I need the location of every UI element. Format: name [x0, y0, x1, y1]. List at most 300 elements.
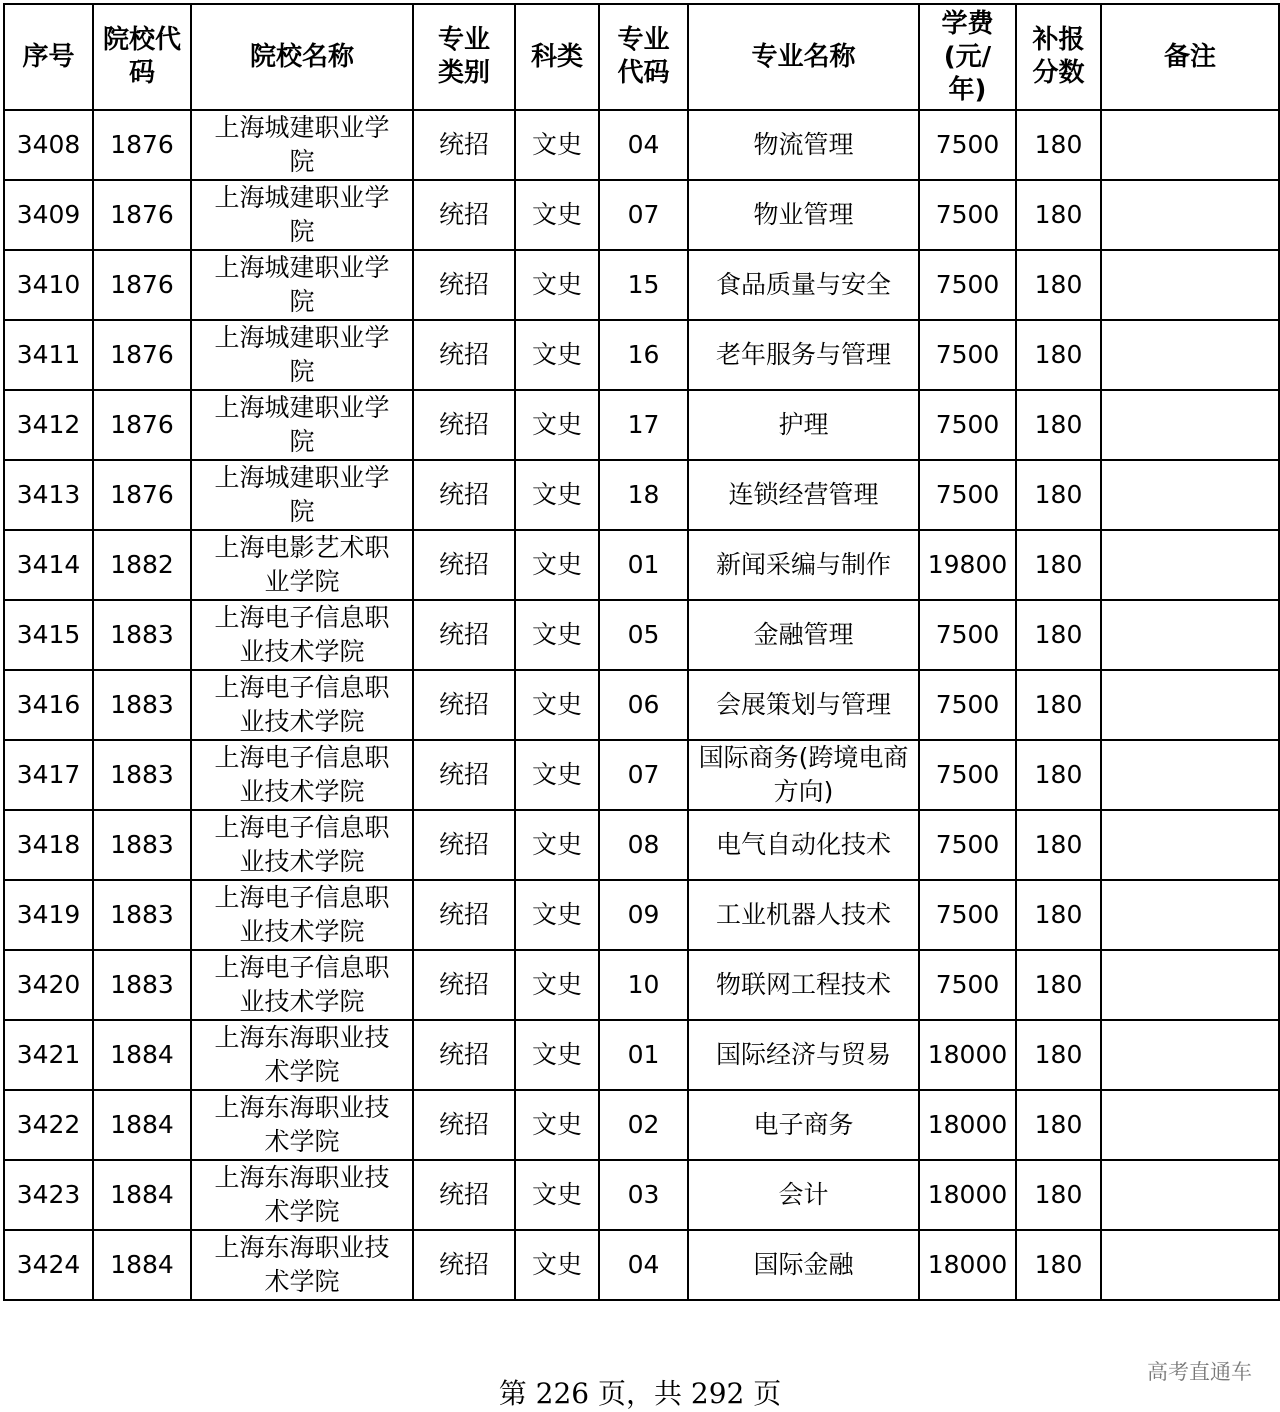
cell-note — [1101, 1230, 1279, 1300]
cell-major-type — [413, 320, 515, 390]
cell-major-type-text: 统招 — [438, 1250, 489, 1279]
cell-seq-text: 3415 — [16, 620, 81, 649]
cell-tuition-text: 7500 — [935, 620, 1000, 649]
cell-school-name — [191, 180, 413, 250]
header-score: 补报分数 — [1016, 4, 1101, 110]
cell-subject — [515, 950, 599, 1020]
cell-subject-text: 文史 — [531, 1180, 582, 1209]
cell-major-code — [599, 1090, 688, 1160]
cell-major-type-text: 统招 — [438, 620, 489, 649]
cell-tuition-text: 7500 — [935, 480, 1000, 509]
cell-subject-text: 文史 — [531, 1110, 582, 1139]
cell-school-code — [93, 880, 191, 950]
page-footer: 第 226 页，共 292 页 — [498, 1377, 782, 1410]
cell-seq — [4, 1230, 93, 1300]
cell-seq — [4, 950, 93, 1020]
cell-school-name — [191, 530, 413, 600]
cell-seq — [4, 810, 93, 880]
table-row — [4, 1020, 1279, 1090]
cell-note — [1101, 250, 1279, 320]
cell-major-type — [413, 1020, 515, 1090]
cell-major-type — [413, 950, 515, 1020]
cell-major-name — [688, 810, 919, 880]
cell-major-name-text: 会计 — [778, 1180, 829, 1209]
cell-score-text: 180 — [1034, 130, 1083, 159]
cell-score — [1016, 740, 1101, 810]
cell-subject — [515, 880, 599, 950]
cell-note — [1101, 390, 1279, 460]
cell-school-code — [93, 320, 191, 390]
cell-major-name — [688, 880, 919, 950]
table-row — [4, 460, 1279, 530]
cell-tuition — [919, 600, 1016, 670]
cell-score — [1016, 110, 1101, 180]
cell-school-code-text: 1884 — [110, 1110, 174, 1139]
cell-major-type-text: 统招 — [438, 340, 489, 369]
cell-seq-text: 3417 — [16, 760, 81, 789]
cell-seq-text: 3418 — [16, 830, 81, 859]
table-row — [4, 670, 1279, 740]
cell-subject — [515, 1090, 599, 1160]
cell-major-name — [688, 180, 919, 250]
cell-seq — [4, 390, 93, 460]
cell-tuition-text: 7500 — [935, 900, 1000, 929]
cell-score-text: 180 — [1034, 1040, 1083, 1069]
cell-major-type-text: 统招 — [438, 270, 489, 299]
cell-tuition — [919, 110, 1016, 180]
cell-major-type — [413, 1160, 515, 1230]
cell-score — [1016, 880, 1101, 950]
cell-major-code-text: 09 — [627, 900, 660, 929]
cell-seq-text: 3416 — [16, 690, 81, 719]
cell-seq-text: 3411 — [16, 340, 81, 369]
table-row — [4, 250, 1279, 320]
cell-major-name-text: 国际经济与贸易 — [715, 1040, 891, 1069]
cell-tuition-text: 7500 — [935, 830, 1000, 859]
cell-major-code — [599, 1160, 688, 1230]
cell-major-name-text: 会展策划与管理 — [715, 690, 891, 719]
cell-major-type-text: 统招 — [438, 1040, 489, 1069]
cell-subject — [515, 390, 599, 460]
cell-major-type — [413, 670, 515, 740]
cell-major-name — [688, 950, 919, 1020]
cell-seq-text: 3424 — [16, 1250, 81, 1279]
cell-major-name-text: 护理 — [778, 410, 829, 439]
cell-score — [1016, 670, 1101, 740]
cell-school-code-text: 1876 — [110, 270, 174, 299]
cell-school-name-text: 上海城建职业学院 — [214, 393, 390, 456]
cell-score — [1016, 320, 1101, 390]
cell-school-code — [93, 1160, 191, 1230]
cell-seq-text: 3423 — [16, 1180, 81, 1209]
cell-note — [1101, 320, 1279, 390]
cell-score — [1016, 180, 1101, 250]
cell-subject — [515, 600, 599, 670]
cell-note — [1101, 670, 1279, 740]
cell-note — [1101, 1020, 1279, 1090]
cell-major-name — [688, 460, 919, 530]
cell-major-name — [688, 320, 919, 390]
cell-subject — [515, 1020, 599, 1090]
cell-school-name-text: 上海电子信息职业技术学院 — [214, 743, 390, 806]
cell-seq-text: 3410 — [16, 270, 81, 299]
cell-school-code-text: 1884 — [110, 1250, 174, 1279]
cell-seq — [4, 1090, 93, 1160]
cell-school-code-text: 1883 — [110, 970, 174, 999]
cell-seq-text: 3414 — [16, 550, 81, 579]
cell-major-code — [599, 670, 688, 740]
cell-major-name — [688, 670, 919, 740]
cell-major-name-text: 食品质量与安全 — [715, 270, 891, 299]
table-row — [4, 320, 1279, 390]
cell-major-code — [599, 460, 688, 530]
cell-school-name-text: 上海东海职业技术学院 — [214, 1233, 390, 1296]
cell-major-code-text: 01 — [627, 1040, 660, 1069]
cell-school-code-text: 1876 — [110, 340, 174, 369]
cell-school-code — [93, 1020, 191, 1090]
cell-subject-text: 文史 — [531, 550, 582, 579]
cell-score — [1016, 530, 1101, 600]
cell-tuition-text: 7500 — [935, 340, 1000, 369]
cell-major-type — [413, 880, 515, 950]
cell-score — [1016, 1160, 1101, 1230]
cell-note — [1101, 600, 1279, 670]
cell-major-code-text: 05 — [627, 620, 660, 649]
cell-note — [1101, 1160, 1279, 1230]
cell-subject — [515, 740, 599, 810]
cell-school-name — [191, 740, 413, 810]
cell-school-code-text: 1883 — [110, 690, 174, 719]
cell-tuition-text: 18000 — [927, 1180, 1008, 1209]
cell-tuition — [919, 390, 1016, 460]
cell-school-name — [191, 1160, 413, 1230]
cell-school-name-text: 上海城建职业学院 — [214, 113, 390, 176]
cell-major-code-text: 08 — [627, 830, 660, 859]
cell-major-name — [688, 1160, 919, 1230]
cell-major-code — [599, 950, 688, 1020]
cell-score-text: 180 — [1034, 970, 1083, 999]
cell-tuition-text: 7500 — [935, 200, 1000, 229]
cell-score-text: 180 — [1034, 200, 1083, 229]
cell-seq — [4, 110, 93, 180]
cell-tuition-text: 7500 — [935, 760, 1000, 789]
cell-major-name — [688, 110, 919, 180]
cell-score-text: 180 — [1034, 900, 1083, 929]
cell-major-code — [599, 810, 688, 880]
cell-school-name — [191, 810, 413, 880]
cell-note — [1101, 740, 1279, 810]
cell-tuition — [919, 880, 1016, 950]
cell-major-code — [599, 390, 688, 460]
cell-major-code-text: 16 — [627, 340, 660, 369]
cell-major-code-text: 01 — [627, 550, 660, 579]
cell-school-name-text: 上海电子信息职业技术学院 — [214, 603, 390, 666]
cell-school-code-text: 1876 — [110, 200, 174, 229]
cell-score — [1016, 1230, 1101, 1300]
cell-score-text: 180 — [1034, 1180, 1083, 1209]
cell-major-code-text: 06 — [627, 690, 660, 719]
cell-school-code — [93, 950, 191, 1020]
cell-note — [1101, 180, 1279, 250]
cell-subject-text: 文史 — [531, 1250, 582, 1279]
cell-tuition-text: 7500 — [935, 690, 1000, 719]
cell-subject-text: 文史 — [531, 690, 582, 719]
table-row — [4, 740, 1279, 810]
cell-major-name-text: 物业管理 — [753, 200, 854, 229]
cell-score-text: 180 — [1034, 550, 1083, 579]
cell-major-name — [688, 740, 919, 810]
header-school-name: 院校名称 — [191, 4, 413, 110]
cell-major-name-text: 电子商务 — [753, 1110, 854, 1139]
cell-subject — [515, 250, 599, 320]
cell-subject — [515, 1230, 599, 1300]
cell-note — [1101, 1090, 1279, 1160]
cell-major-type-text: 统招 — [438, 130, 489, 159]
cell-tuition-text: 18000 — [927, 1250, 1008, 1279]
cell-major-type-text: 统招 — [438, 760, 489, 789]
table-row — [4, 1090, 1279, 1160]
cell-major-code — [599, 880, 688, 950]
cell-school-code-text: 1883 — [110, 830, 174, 859]
cell-school-name — [191, 250, 413, 320]
cell-major-code-text: 03 — [627, 1180, 660, 1209]
cell-school-name — [191, 880, 413, 950]
cell-major-type — [413, 250, 515, 320]
cell-school-name-text: 上海城建职业学院 — [214, 183, 390, 246]
cell-major-type — [413, 390, 515, 460]
table-body — [4, 110, 1279, 1300]
cell-subject — [515, 460, 599, 530]
cell-major-code — [599, 530, 688, 600]
cell-tuition — [919, 740, 1016, 810]
cell-tuition-text: 18000 — [927, 1110, 1008, 1139]
cell-subject-text: 文史 — [531, 270, 582, 299]
cell-seq-text: 3413 — [16, 480, 81, 509]
cell-subject — [515, 110, 599, 180]
cell-school-code — [93, 110, 191, 180]
cell-seq — [4, 880, 93, 950]
cell-tuition — [919, 1020, 1016, 1090]
cell-school-code-text: 1876 — [110, 480, 174, 509]
cell-major-name-text: 国际金融 — [753, 1250, 854, 1279]
table-row — [4, 600, 1279, 670]
cell-major-type-text: 统招 — [438, 550, 489, 579]
cell-major-type — [413, 180, 515, 250]
cell-score-text: 180 — [1034, 1110, 1083, 1139]
cell-seq-text: 3412 — [16, 410, 81, 439]
cell-major-code — [599, 1230, 688, 1300]
cell-major-name — [688, 530, 919, 600]
cell-tuition-text: 7500 — [935, 130, 1000, 159]
cell-tuition — [919, 460, 1016, 530]
cell-seq — [4, 1020, 93, 1090]
header-row — [4, 4, 1279, 110]
cell-major-code-text: 17 — [627, 410, 660, 439]
cell-score — [1016, 1020, 1101, 1090]
cell-major-type-text: 统招 — [438, 900, 489, 929]
cell-major-code — [599, 320, 688, 390]
cell-major-type-text: 统招 — [438, 1180, 489, 1209]
cell-seq-text: 3421 — [16, 1040, 81, 1069]
cell-subject — [515, 320, 599, 390]
cell-major-type-text: 统招 — [438, 200, 489, 229]
cell-tuition — [919, 1230, 1016, 1300]
cell-major-code-text: 07 — [627, 200, 660, 229]
header-major-name: 专业名称 — [688, 4, 919, 110]
cell-school-name — [191, 1090, 413, 1160]
cell-seq — [4, 1160, 93, 1230]
cell-score-text: 180 — [1034, 620, 1083, 649]
cell-subject-text: 文史 — [531, 760, 582, 789]
cell-major-name-text: 国际商务(跨境电商方向) — [698, 743, 909, 806]
cell-subject-text: 文史 — [531, 900, 582, 929]
cell-school-name — [191, 110, 413, 180]
cell-score-text: 180 — [1034, 830, 1083, 859]
cell-subject — [515, 180, 599, 250]
cell-school-code-text: 1876 — [110, 410, 174, 439]
cell-school-name-text: 上海东海职业技术学院 — [214, 1163, 390, 1226]
cell-school-name-text: 上海东海职业技术学院 — [214, 1023, 390, 1086]
cell-school-code — [93, 670, 191, 740]
cell-major-type-text: 统招 — [438, 1110, 489, 1139]
table-row — [4, 880, 1279, 950]
cell-seq — [4, 460, 93, 530]
cell-seq — [4, 250, 93, 320]
cell-school-code-text: 1884 — [110, 1180, 174, 1209]
cell-major-code-text: 02 — [627, 1110, 660, 1139]
cell-major-name-text: 新闻采编与制作 — [715, 550, 891, 579]
header-major-code: 专业代码 — [599, 4, 688, 110]
cell-seq-text: 3409 — [16, 200, 81, 229]
cell-tuition — [919, 180, 1016, 250]
cell-major-name — [688, 600, 919, 670]
cell-seq — [4, 600, 93, 670]
cell-score-text: 180 — [1034, 480, 1083, 509]
cell-score-text: 180 — [1034, 340, 1083, 369]
cell-tuition — [919, 320, 1016, 390]
cell-major-code-text: 04 — [627, 1250, 660, 1279]
cell-major-name-text: 老年服务与管理 — [715, 340, 891, 369]
table-row — [4, 810, 1279, 880]
cell-subject-text: 文史 — [531, 200, 582, 229]
cell-subject — [515, 530, 599, 600]
cell-major-code-text: 18 — [627, 480, 660, 509]
table-row — [4, 110, 1279, 180]
cell-seq-text: 3422 — [16, 1110, 81, 1139]
cell-major-type — [413, 740, 515, 810]
table-row — [4, 950, 1279, 1020]
cell-score — [1016, 390, 1101, 460]
cell-school-code — [93, 180, 191, 250]
cell-major-type-text: 统招 — [438, 690, 489, 719]
cell-tuition — [919, 950, 1016, 1020]
cell-major-name — [688, 250, 919, 320]
cell-tuition-text: 19800 — [927, 550, 1008, 579]
cell-tuition-text: 7500 — [935, 970, 1000, 999]
cell-note — [1101, 950, 1279, 1020]
cell-seq-text: 3419 — [16, 900, 81, 929]
cell-tuition-text: 7500 — [935, 410, 1000, 439]
table-row — [4, 530, 1279, 600]
cell-school-code — [93, 1230, 191, 1300]
cell-school-name — [191, 600, 413, 670]
cell-school-code-text: 1876 — [110, 130, 174, 159]
cell-score — [1016, 600, 1101, 670]
cell-school-name-text: 上海电子信息职业技术学院 — [214, 673, 390, 736]
cell-major-code — [599, 250, 688, 320]
cell-major-type — [413, 530, 515, 600]
cell-school-code — [93, 1090, 191, 1160]
cell-major-code — [599, 740, 688, 810]
admission-table — [3, 3, 1280, 1301]
cell-subject-text: 文史 — [531, 1040, 582, 1069]
header-major-type: 专业类别 — [413, 4, 515, 110]
cell-tuition-text: 18000 — [927, 1040, 1008, 1069]
cell-school-code — [93, 250, 191, 320]
cell-major-type — [413, 460, 515, 530]
cell-major-type-text: 统招 — [438, 970, 489, 999]
cell-major-name-text: 工业机器人技术 — [715, 900, 891, 929]
table-row — [4, 1230, 1279, 1300]
cell-subject-text: 文史 — [531, 620, 582, 649]
cell-school-name-text: 上海城建职业学院 — [214, 253, 390, 316]
cell-school-name-text: 上海东海职业技术学院 — [214, 1093, 390, 1156]
cell-school-name-text: 上海城建职业学院 — [214, 323, 390, 386]
header-note: 备注 — [1101, 4, 1279, 110]
cell-subject-text: 文史 — [531, 970, 582, 999]
cell-major-code — [599, 180, 688, 250]
cell-school-code — [93, 530, 191, 600]
cell-school-name — [191, 670, 413, 740]
cell-school-code — [93, 390, 191, 460]
cell-major-code-text: 07 — [627, 760, 660, 789]
cell-score — [1016, 950, 1101, 1020]
cell-school-code — [93, 740, 191, 810]
cell-tuition — [919, 1090, 1016, 1160]
cell-school-name — [191, 950, 413, 1020]
cell-major-code — [599, 110, 688, 180]
cell-seq — [4, 180, 93, 250]
cell-major-name-text: 连锁经营管理 — [728, 480, 879, 509]
cell-school-code — [93, 460, 191, 530]
cell-seq-text: 3420 — [16, 970, 81, 999]
cell-school-code-text: 1883 — [110, 900, 174, 929]
cell-tuition — [919, 670, 1016, 740]
cell-major-code-text: 04 — [627, 130, 660, 159]
cell-major-name — [688, 390, 919, 460]
cell-subject-text: 文史 — [531, 410, 582, 439]
cell-school-name-text: 上海电影艺术职业学院 — [214, 533, 390, 596]
cell-major-code — [599, 600, 688, 670]
cell-note — [1101, 110, 1279, 180]
cell-major-code-text: 10 — [627, 970, 660, 999]
cell-score — [1016, 1090, 1101, 1160]
cell-major-type — [413, 1090, 515, 1160]
table-row — [4, 390, 1279, 460]
cell-subject — [515, 670, 599, 740]
cell-school-code-text: 1883 — [110, 620, 174, 649]
cell-major-type-text: 统招 — [438, 410, 489, 439]
cell-major-type — [413, 1230, 515, 1300]
cell-school-name — [191, 1020, 413, 1090]
cell-major-name-text: 金融管理 — [753, 620, 854, 649]
cell-score — [1016, 810, 1101, 880]
cell-subject — [515, 810, 599, 880]
cell-note — [1101, 810, 1279, 880]
cell-major-code — [599, 1020, 688, 1090]
cell-score-text: 180 — [1034, 690, 1083, 719]
cell-major-code-text: 15 — [627, 270, 660, 299]
